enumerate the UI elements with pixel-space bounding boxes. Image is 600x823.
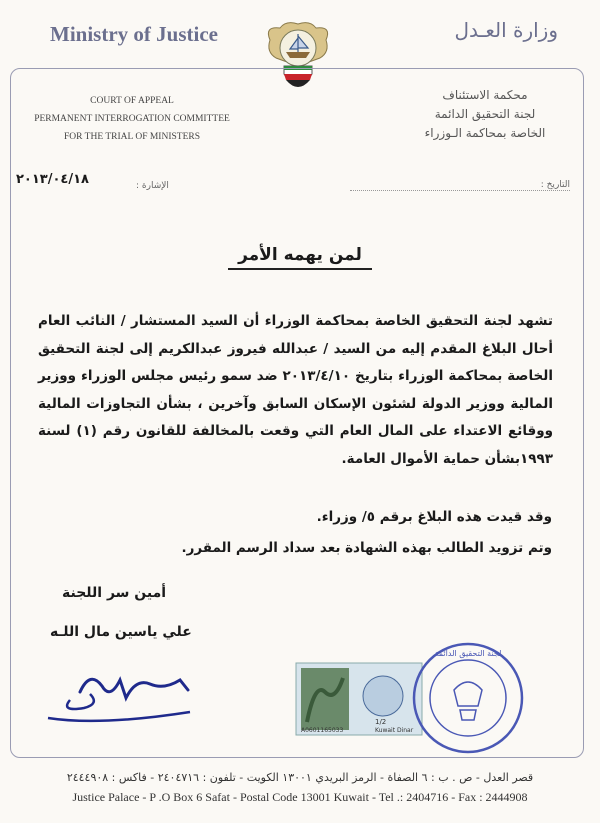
seal-text: لجنة التحقيق الدائمة (434, 649, 502, 658)
court-line: PERMANENT INTERROGATION COMMITTEE (34, 114, 230, 124)
committee-seal (410, 640, 526, 756)
stamp-currency: Kuwait Dinar (375, 727, 414, 734)
document-date: ٢٠١٣/٠٤/١٨ (16, 172, 89, 187)
reference-label: الإشارة : (136, 181, 169, 191)
signatory-name: علي ياسين مال اللـه (50, 624, 192, 640)
stamp-serial: A0601165033 (301, 727, 344, 734)
ministry-title-ar: وزارة العـدل (454, 18, 558, 42)
court-line: لجنة التحقيق الدائمة (434, 107, 536, 121)
court-name-ar (410, 86, 560, 143)
handwritten-signature (40, 650, 200, 730)
footer-address-ar: قصر العدل - ص . ب : ٦ الصفاة - الرمز البريدي ١٣٠٠١ الكويت - تلفون : ٢٤٠٤٧١٦ - فاكس : ٢٤٤٤٩٠٨ (66, 771, 534, 784)
registration-line: وقد قيدت هذه البلاغ برقم ٥/ وزراء. (316, 509, 552, 525)
issuance-line: وتم تزويد الطالب بهذه الشهادة بعد سداد الرسم المقرر. (181, 540, 552, 556)
court-line: الخاصة بمحاكمة الـوزراء (424, 126, 546, 140)
document-title-text: لمن يهمه الأمر (228, 245, 372, 270)
court-line: COURT OF APPEAL (90, 96, 174, 106)
body-paragraph: تشهد لجنة التحقيق الخاصة بمحاكمة الوزراء أن السيد المستشار / النائب العام أحال البلاغ المقدم إليه من السيد / عبدالله فيروز عبدالكريم إلى لجنة التحقيق الخاصة بمحاكمة الوزراء بتاريخ ٢٠١٣/٤/١٠ ضد سمو رئيس مجلس الوزراء ووزير المالية ووزير الدولة لشئون الإسكان السابق وآخرين ، بشأن التجاوزات المالية ووقائع الاعتداء على المال العام التي وقعت بالمخالفة للقانون رقم (١) لسنة ١٩٩٣بشأن حماية الأموال العامة. (38, 313, 554, 467)
court-name-en (32, 92, 232, 146)
revenue-stamp (295, 662, 423, 736)
date-label: التاريخ : (350, 180, 570, 191)
court-line: محكمة الاستئناف (442, 88, 528, 102)
ministry-title-en: Ministry of Justice (50, 22, 218, 46)
footer-address-en: Justice Palace - P .O Box 6 Safat - Postal Code 13001 Kuwait - Tel .: 2404716 - Fax : 2444908 (72, 790, 528, 804)
court-line: FOR THE TRIAL OF MINISTERS (63, 132, 200, 142)
signatory-title: أمين سر اللجنة (62, 585, 167, 601)
stamp-value: 1/2 (375, 718, 387, 726)
document-title (0, 245, 600, 265)
